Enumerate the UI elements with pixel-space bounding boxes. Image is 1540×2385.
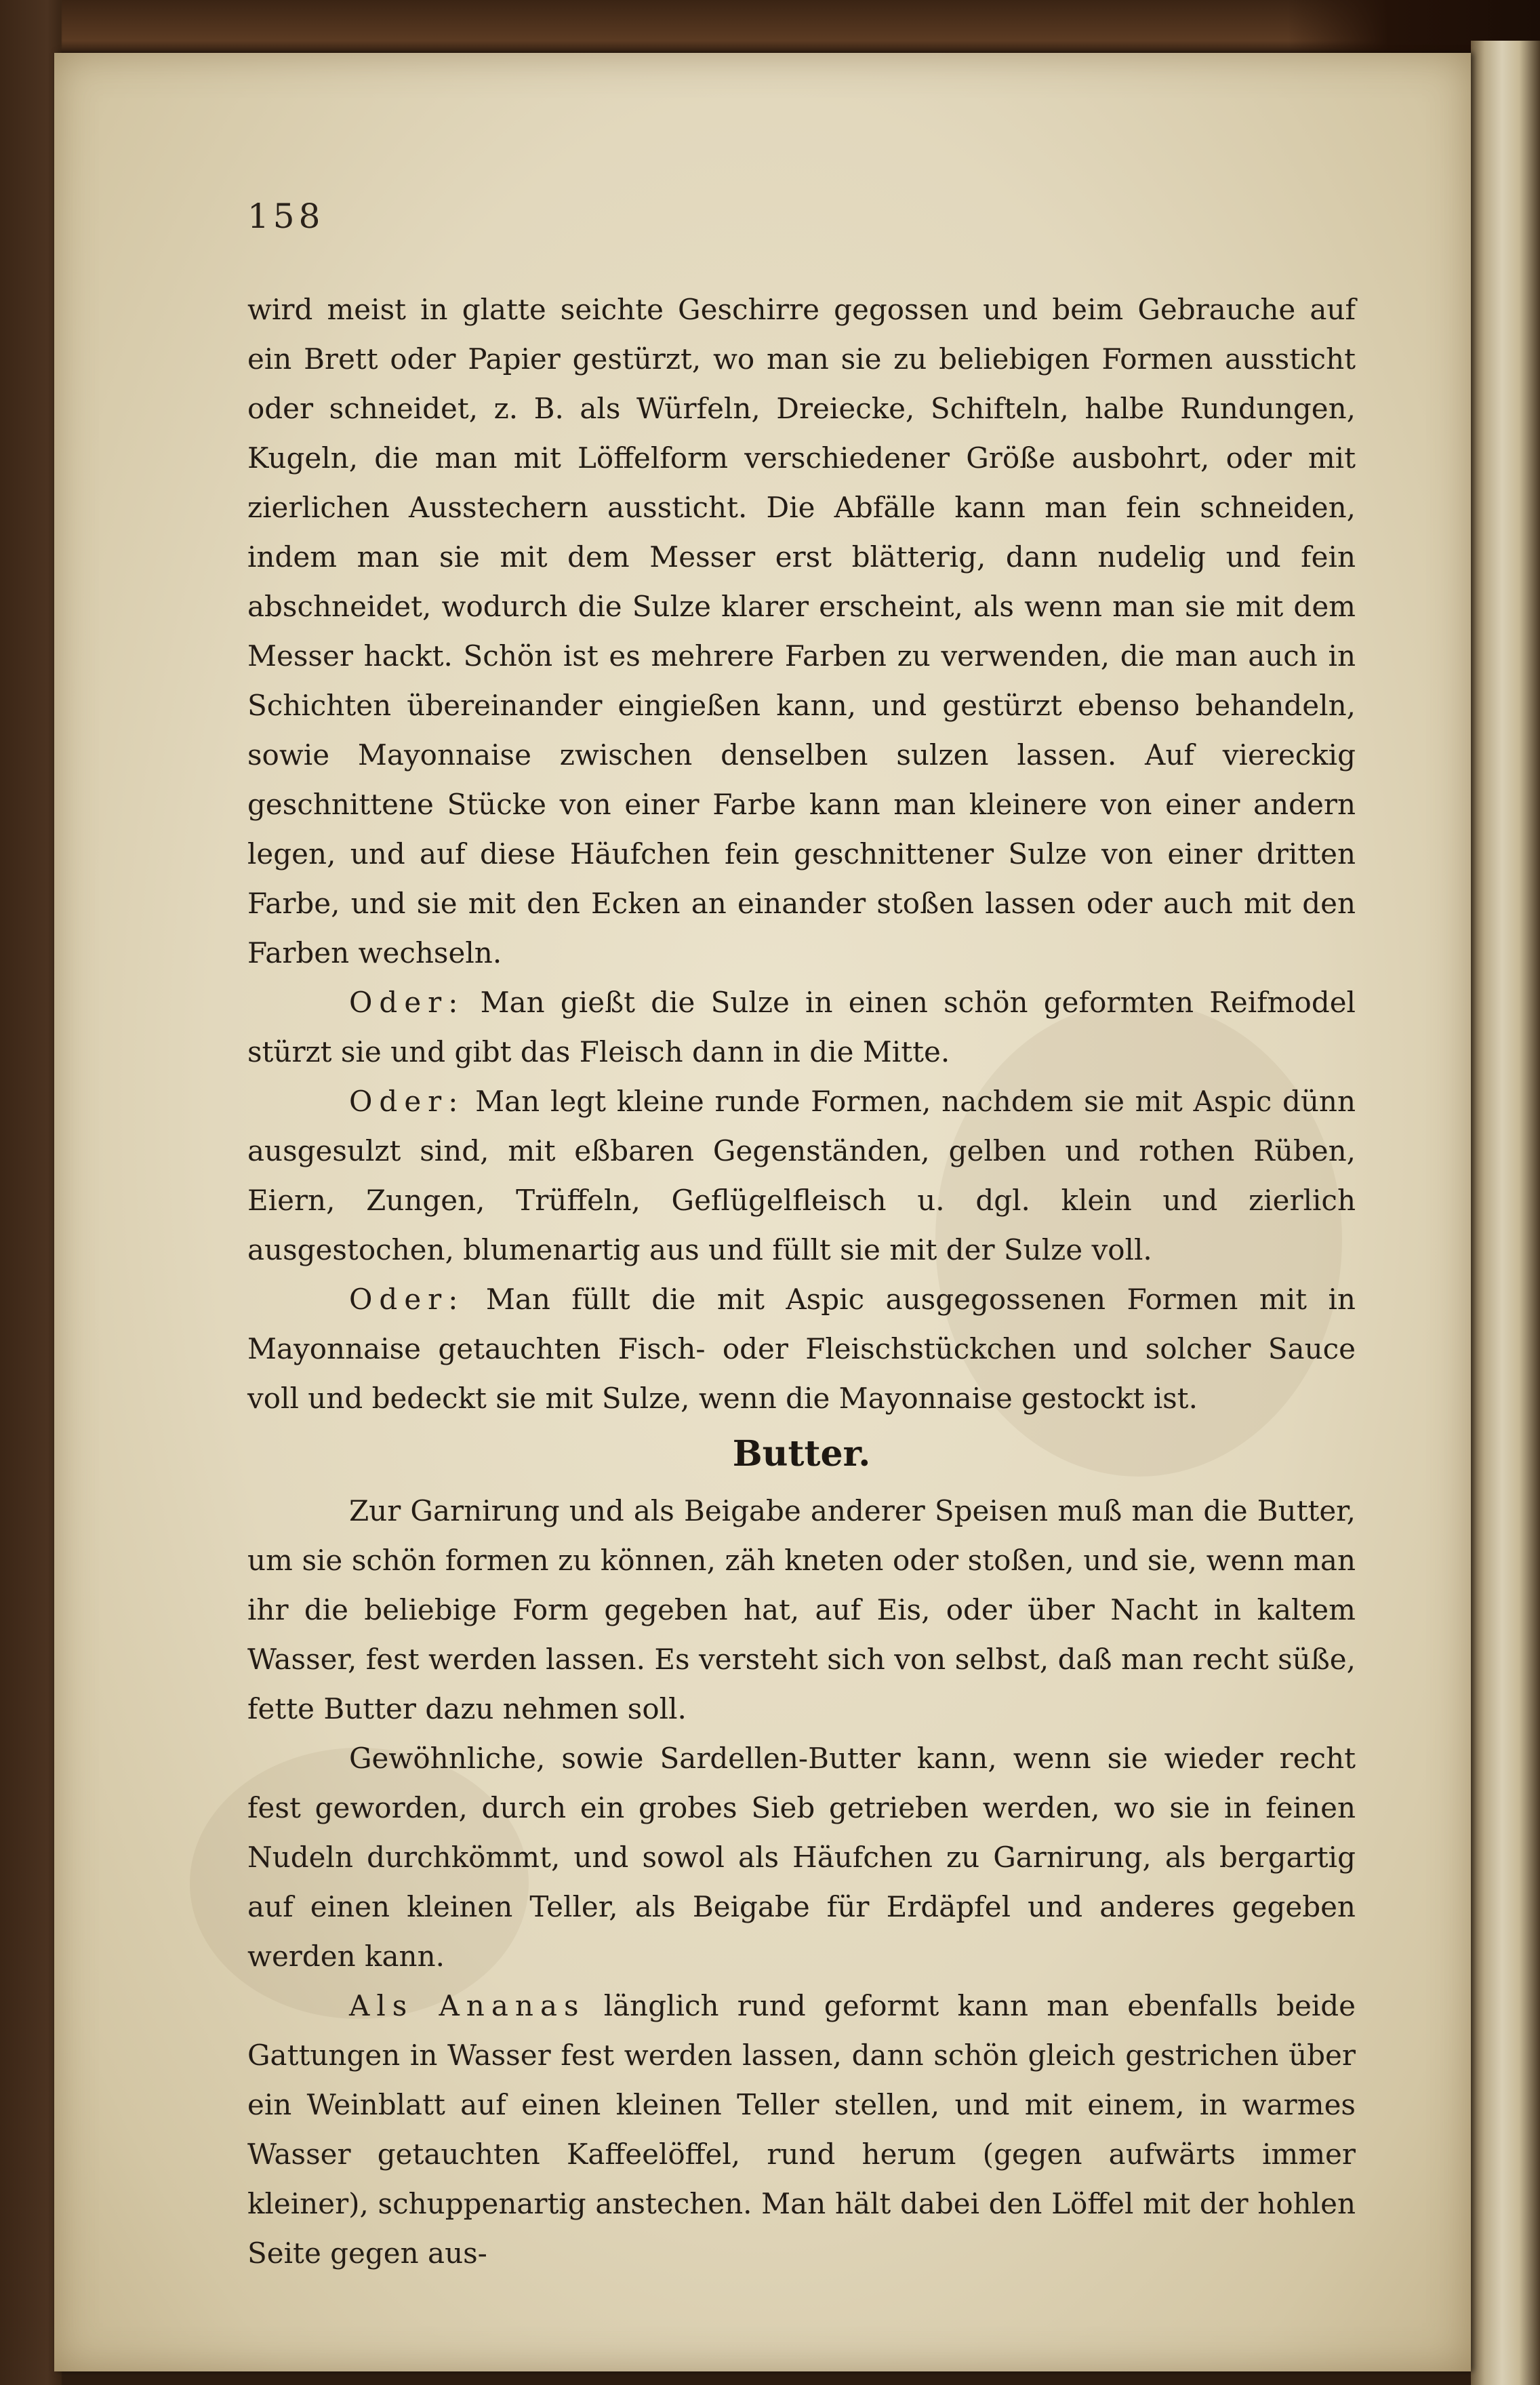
paragraph-lead: Oder: — [349, 1283, 465, 1316]
page-number: 158 — [247, 197, 325, 236]
paragraph-text: Zur Garnirung und als Beigabe anderer Speisen muß man die Butter, um sie schön formen zu können, zäh kneten oder stoßen, und sie, wenn man ihr die beliebige Form gegeben hat, auf Eis, oder über Nacht in kaltem Wasser, fest werden lassen. Es versteht sich von selbst, daß man recht süße, fette Butter dazu nehmen soll. — [247, 1494, 1356, 1725]
paragraph-lead: Oder: — [349, 1085, 465, 1118]
section-heading: Butter. — [732, 1433, 871, 1475]
page-gutter — [1471, 41, 1540, 2385]
paragraph-text: Man gießt die Sulze in einen schön geformten Reifmodel stürzt sie und gibt das Fleisch dann in die Mitte. — [247, 986, 1356, 1068]
paragraph-text: Gewöhnliche, sowie Sardellen-Butter kann, wenn sie wieder recht fest geworden, durch ein grobes Sieb getrieben werden, wo sie in feinen Nudeln durchkömmt, und sowol als Häufchen zu Garnirung, als bergartig auf einen kleinen Teller, als Beigabe für Erdäpfel und anderes gegeben werden kann. — [247, 1742, 1356, 1973]
paragraph — [247, 1077, 1356, 1275]
paragraph-lead: Als Ananas — [349, 1989, 586, 2022]
paragraph-text: Man füllt die mit Aspic ausgegossenen Formen mit in Mayonnaise getauchten Fisch- oder Fleischstückchen und solcher Sauce voll und bedeckt sie mit Sulze, wenn die Mayonnaise gestockt ist. — [247, 1283, 1356, 1415]
paragraph-lead: Oder: — [349, 986, 465, 1019]
paragraph — [247, 978, 1356, 1077]
paragraph-text: länglich rund geformt kann man ebenfalls beide Gattungen in Wasser fest werden lassen, dann schön gleich gestrichen über ein Weinblatt auf einen kleinen Teller stellen, und mit einem, in warmes Wasser getauchten Kaffeelöffel, rund herum (gegen aufwärts immer kleiner), schuppenartig anstechen. Man hält dabei den Löffel mit der hohlen Seite gegen aus- — [247, 1989, 1356, 2270]
paragraph — [247, 285, 1356, 978]
page-body — [247, 285, 1356, 2278]
paragraph-text: Man legt kleine runde Formen, nachdem sie mit Aspic dünn ausgesulzt sind, mit eßbaren Gegenständen, gelben und rothen Rüben, Eiern, Zungen, Trüffeln, Geflügelfleisch u. dgl. klein und zierlich ausgestochen, blumenartig aus und füllt sie mit der Sulze voll. — [247, 1085, 1356, 1266]
paragraph — [247, 1275, 1356, 1423]
paragraph-text: wird meist in glatte seichte Geschirre gegossen und beim Gebrauche auf ein Brett oder Papier gestürzt, wo man sie zu beliebigen Formen aussticht oder schneidet, z. B. als Würfeln, Dreiecke, Schifteln, halbe Rundungen, Kugeln, die man mit Löffelform verschiedener Größe ausbohrt, oder mit zierlichen Ausstechern aussticht. Die Abfälle kann man fein schneiden, indem man sie mit dem Messer erst blätterig, dann nudelig und fein abschneidet, wodurch die Sulze klarer erscheint, als wenn man sie mit dem Messer hackt. Schön ist es mehrere Farben zu verwenden, die man auch in Schichten übereinander eingießen kann, und gestürzt ebenso behandeln, sowie Mayonnaise zwischen denselben sulzen lassen. Auf viereckig geschnittene Stücke von einer Farbe kann man kleinere von einer andern legen, und auf diese Häufchen fein geschnittener Sulze von einer dritten Farbe, und sie mit den Ecken an einander stoßen lassen oder auch mit den Farben wechseln. — [247, 293, 1356, 969]
paragraph — [247, 1486, 1356, 1733]
paragraph — [247, 1733, 1356, 1981]
paragraph — [247, 1981, 1356, 2278]
